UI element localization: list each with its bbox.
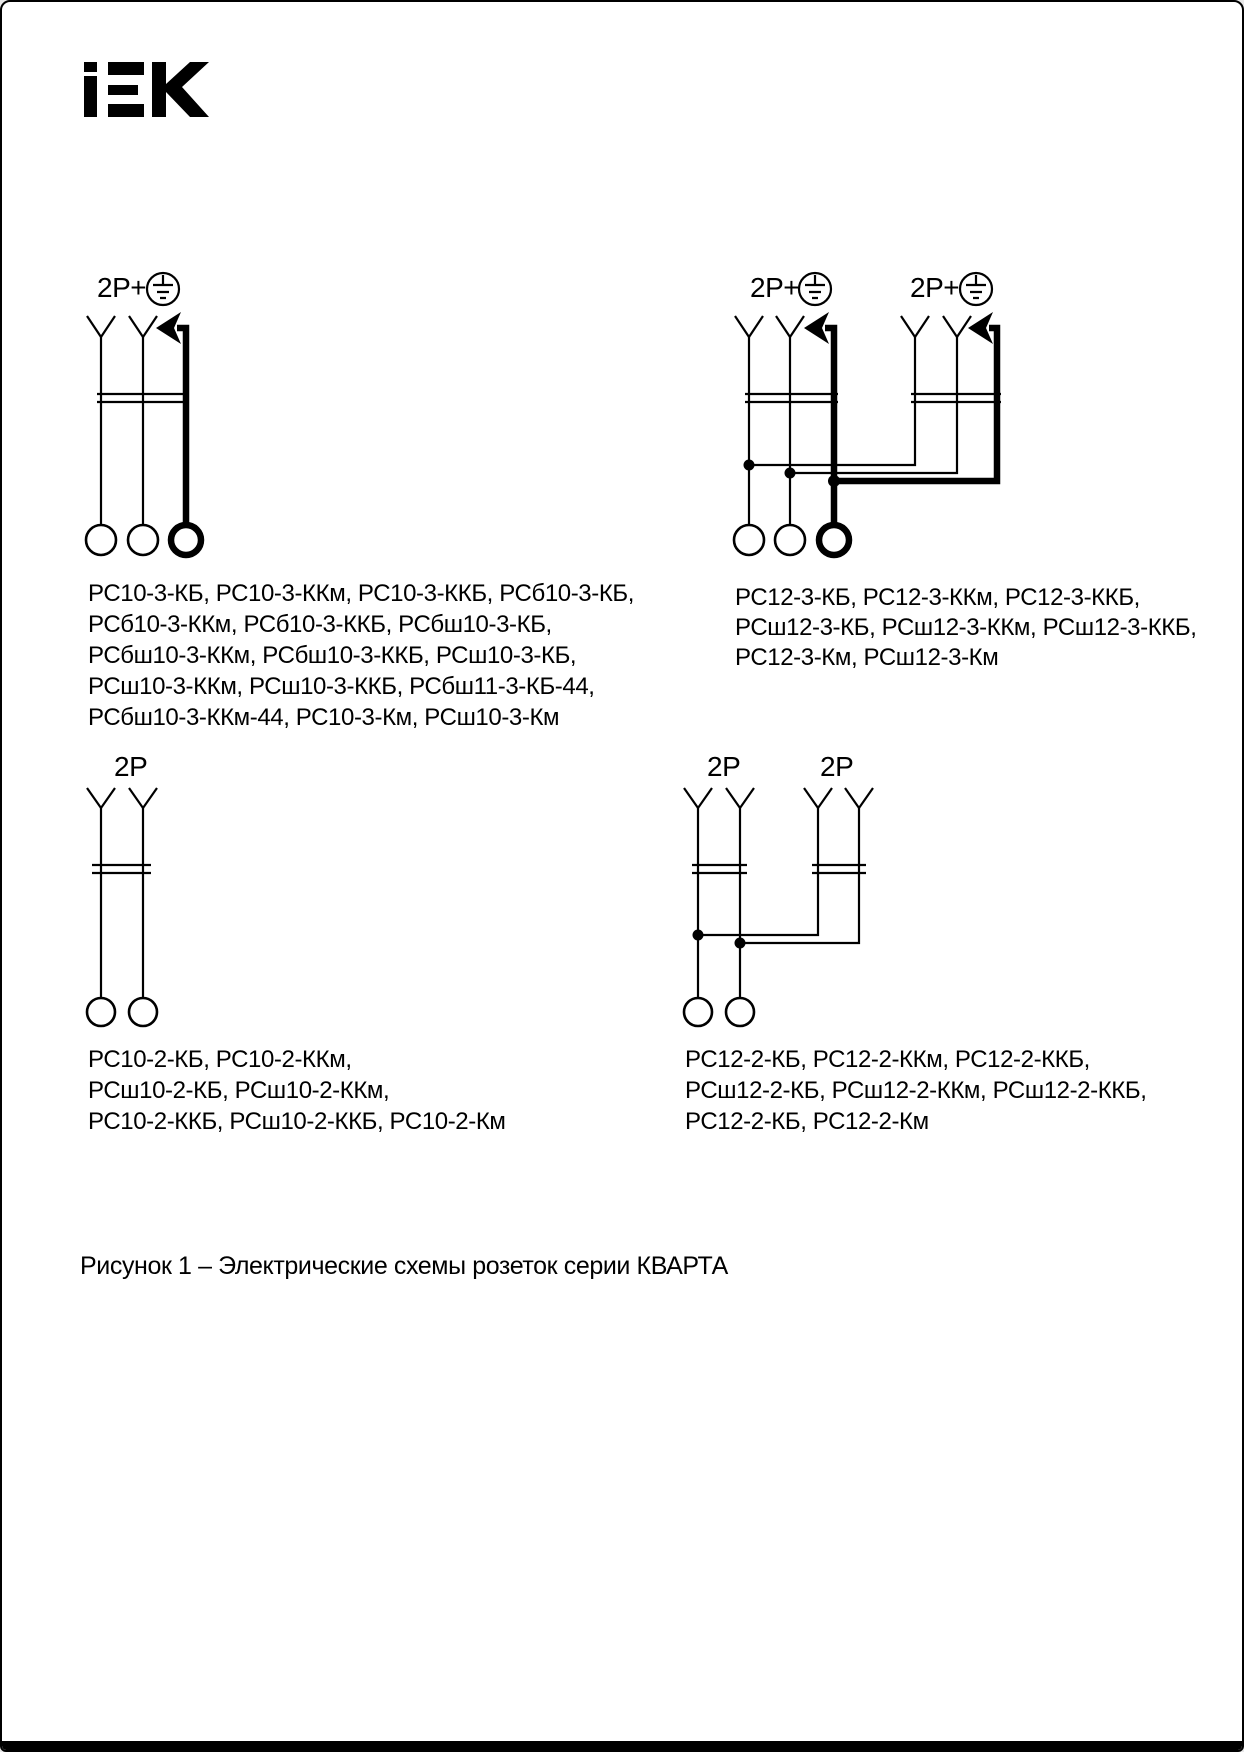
terminal — [129, 998, 157, 1026]
junction-dot — [693, 930, 704, 941]
junction-dot — [785, 468, 796, 479]
model-list-line: РСш10-2-КБ, РСш10-2-ККм, — [88, 1077, 390, 1104]
socket-contact-icon — [735, 316, 804, 337]
socket-contact-icon — [87, 788, 157, 808]
junction-dot — [744, 460, 755, 471]
model-list-line: РС12-3-КБ, РС12-3-ККм, РС12-3-ККБ, — [735, 584, 1140, 611]
iek-logo — [84, 60, 209, 119]
socket-contact-icon — [901, 316, 971, 337]
model-list-line: РС12-2-КБ, РС12-2-Км — [685, 1108, 929, 1135]
earth-arrow-icon — [804, 312, 834, 525]
socket-contact-icon — [87, 316, 157, 337]
schematic-socket-2p-plus-earth-single — [86, 273, 201, 555]
earth-icon — [960, 273, 992, 305]
socket-contact-icon — [684, 788, 873, 808]
terminal-earth — [171, 525, 201, 555]
model-list-line: РСб10-3-ККм, РСб10-3-ККБ, РСбш10-3-КБ, — [88, 611, 552, 638]
model-list-line: РС10-2-КБ, РС10-2-ККм, — [88, 1046, 352, 1073]
earth-icon — [147, 273, 179, 305]
model-list-line: РС12-3-Км, РСш12-3-Км — [735, 644, 999, 671]
model-list-top-right — [735, 583, 1197, 673]
earth-arrow-icon — [156, 312, 186, 525]
wiring-schematics-art — [2, 2, 1244, 1102]
pole-label-bottom-right-1: 2P — [707, 751, 741, 782]
schematic-socket-2p-single — [87, 788, 157, 1026]
terminal — [87, 998, 115, 1026]
junction-dot — [828, 475, 840, 487]
model-list-bottom-left — [88, 1044, 506, 1137]
page-bottom-edge — [2, 1741, 1242, 1750]
schematic-socket-2p-plus-earth-double — [734, 273, 1001, 555]
pole-label-top-right-1: 2P+ — [750, 272, 800, 303]
earth-arrow-icon — [834, 312, 997, 481]
pole-label-top-right-2: 2P+ — [910, 272, 960, 303]
model-list-line: РСш10-3-ККм, РСш10-3-ККБ, РСбш11-3-КБ-44, — [88, 673, 595, 700]
model-list-line: РСш12-3-КБ, РСш12-3-ККм, РСш12-3-ККБ, — [735, 614, 1197, 641]
terminal — [86, 525, 116, 555]
pole-label-bottom-left: 2P — [114, 751, 148, 782]
model-list-line: РСбш10-3-ККм, РСбш10-3-ККБ, РСш10-3-КБ, — [88, 642, 577, 669]
junction-dot — [735, 938, 746, 949]
figure-caption: Рисунок 1 – Электрические схемы розеток серии КВАРТА — [80, 1252, 728, 1280]
terminal — [775, 525, 805, 555]
pole-label-top-left: 2P+ — [97, 272, 147, 303]
pole-label-bottom-right-2: 2P — [820, 751, 854, 782]
model-list-line: РС10-2-ККБ, РСш10-2-ККБ, РС10-2-Км — [88, 1108, 506, 1135]
terminal — [726, 998, 754, 1026]
model-list-line: РСбш10-3-ККм-44, РС10-3-Км, РСш10-3-Км — [88, 704, 560, 731]
earth-icon — [799, 273, 831, 305]
terminal — [128, 525, 158, 555]
model-list-top-left — [88, 578, 634, 733]
model-list-line: РСш12-2-КБ, РСш12-2-ККм, РСш12-2-ККБ, — [685, 1077, 1147, 1104]
terminal — [734, 525, 764, 555]
terminal — [684, 998, 712, 1026]
model-list-line: РС12-2-КБ, РС12-2-ККм, РС12-2-ККБ, — [685, 1046, 1090, 1073]
model-list-line: РС10-3-КБ, РС10-3-ККм, РС10-3-ККБ, РСб10-3-КБ, — [88, 580, 635, 607]
schematic-socket-2p-double — [684, 788, 873, 1026]
model-list-bottom-right — [685, 1044, 1147, 1137]
terminal-earth — [819, 525, 849, 555]
